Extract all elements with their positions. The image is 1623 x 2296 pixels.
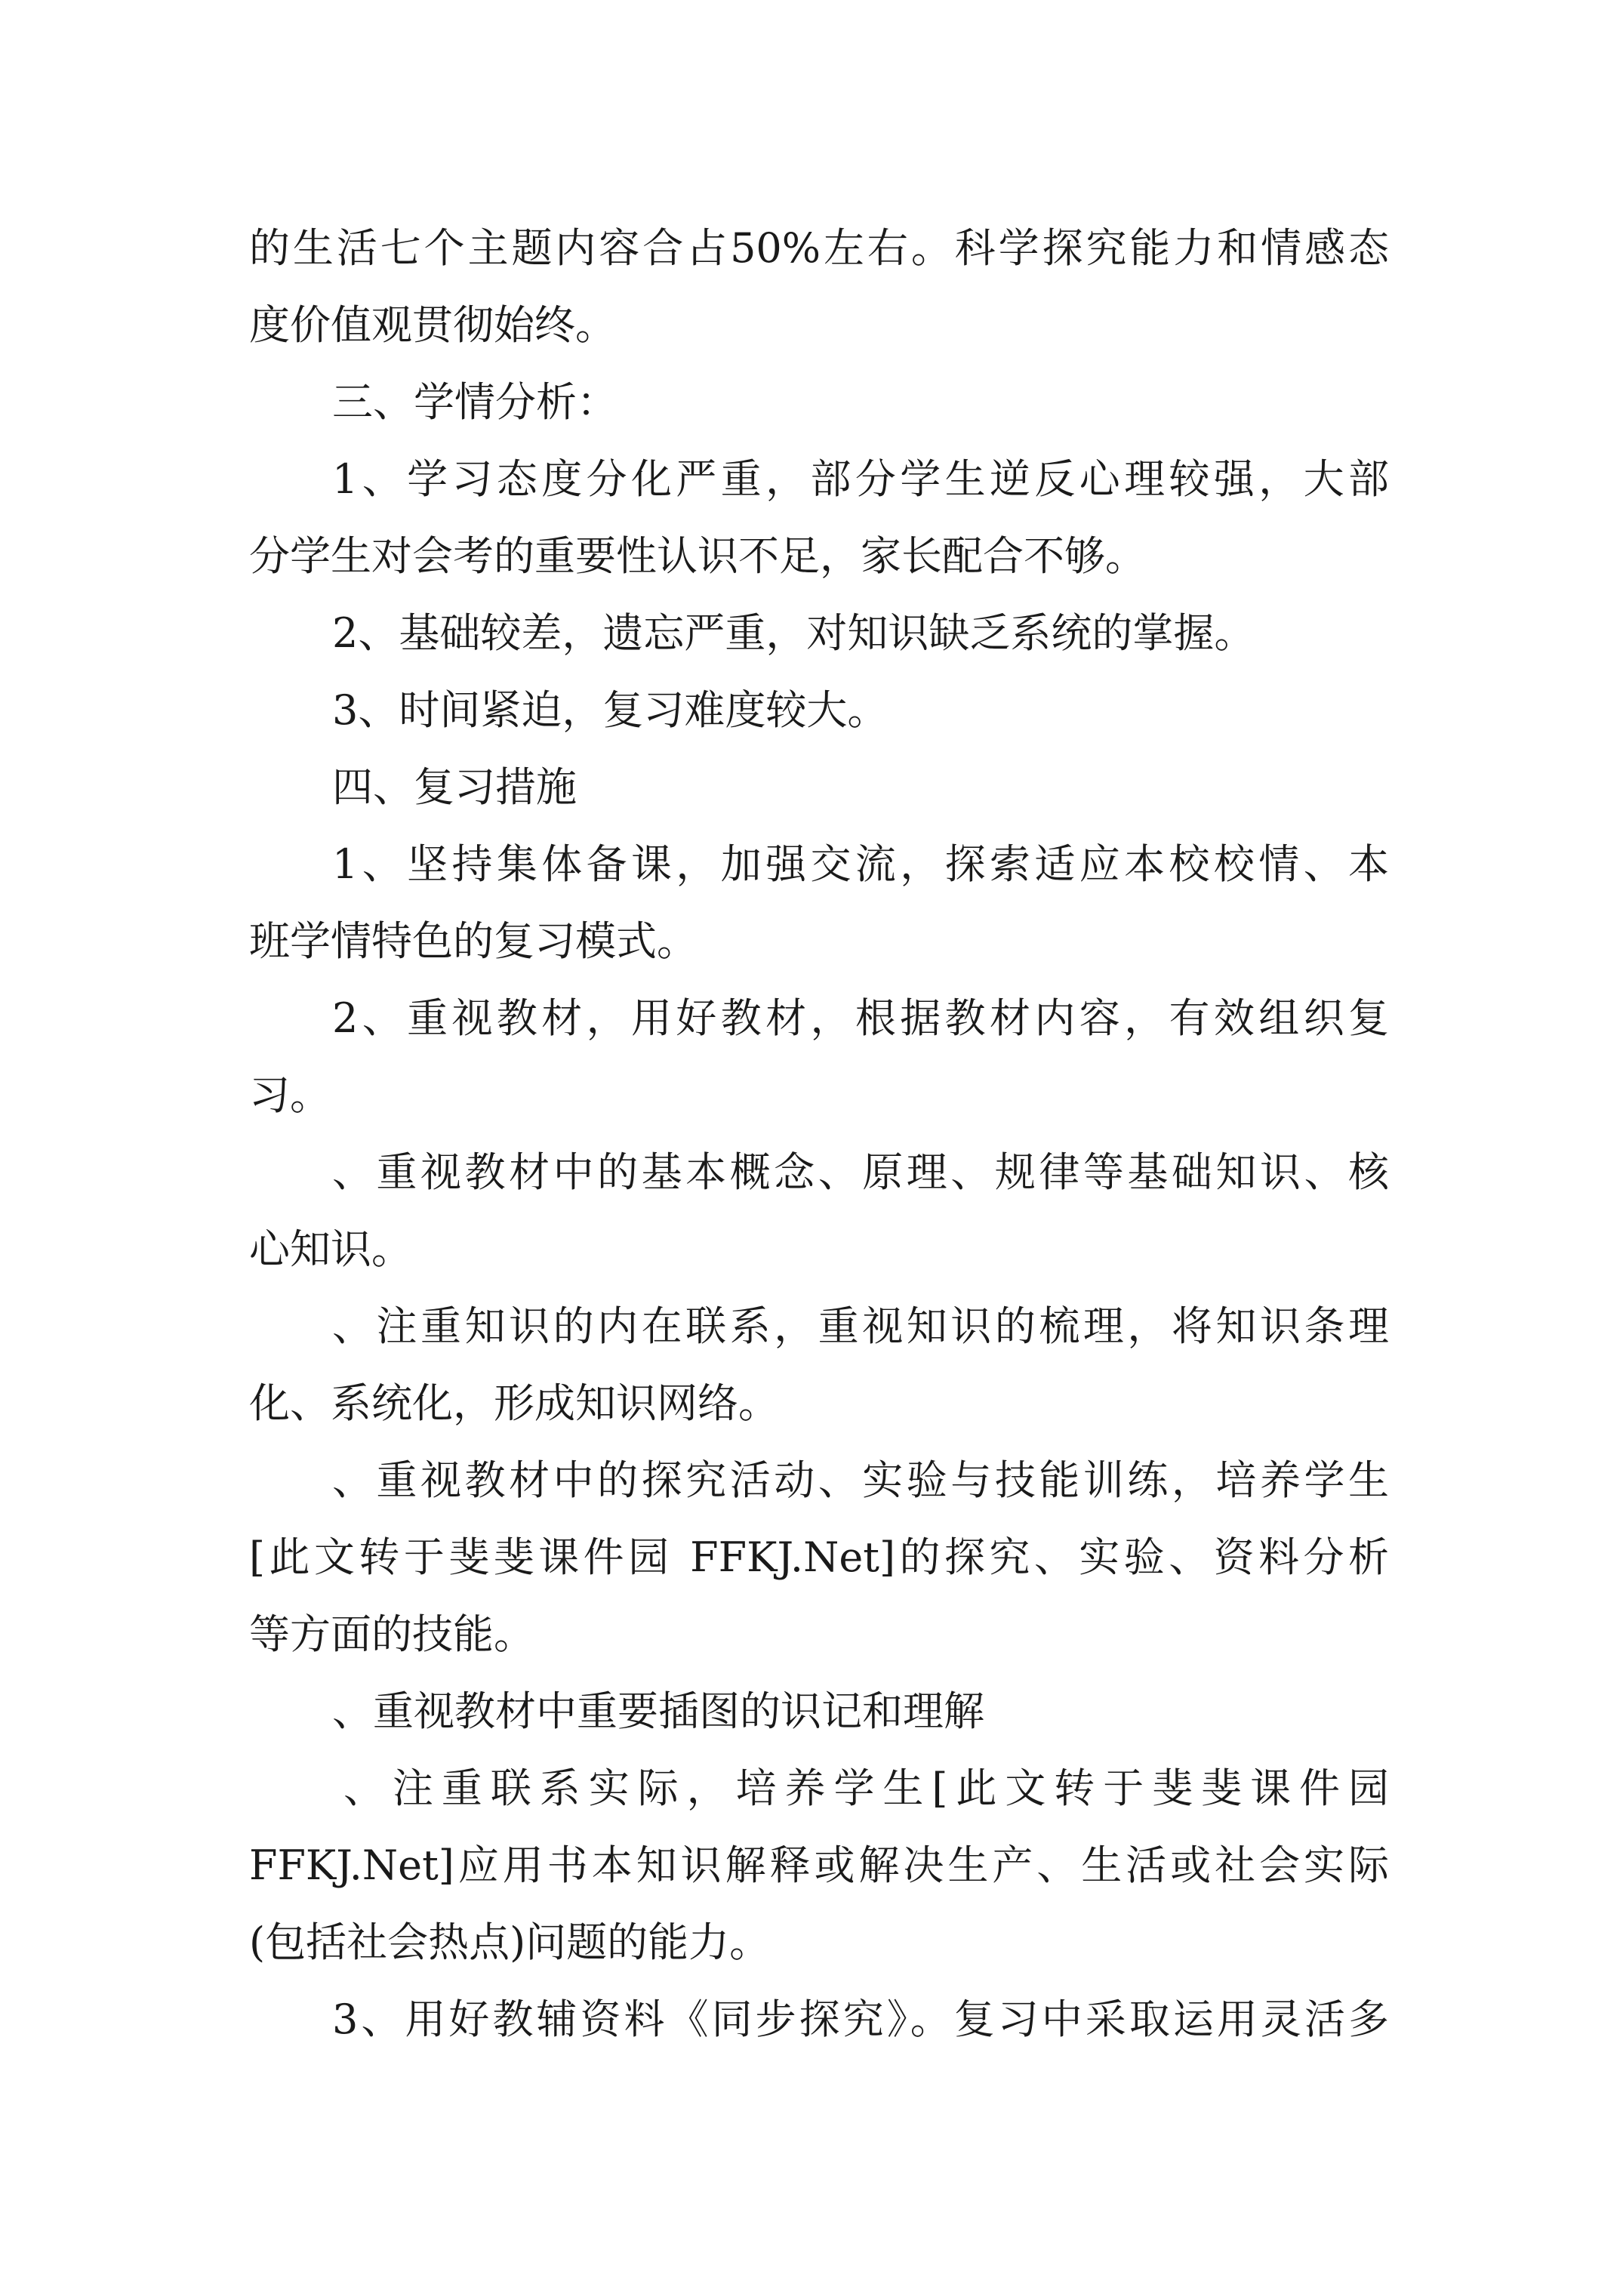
paragraph-line: 、重视教材中重要插图的识记和理解	[332, 1687, 984, 1735]
section-heading: 三、学情分析：	[332, 378, 617, 426]
paragraph-line: (包括社会热点)问题的能力。	[249, 1918, 771, 1966]
paragraph-line: 3、时间紧迫，复习难度较大。	[332, 686, 888, 734]
paragraph-line: 1、学习态度分化严重，部分学生逆反心理较强，大部	[332, 455, 1389, 503]
paragraph-line: 习。	[249, 1071, 331, 1119]
paragraph-line: 2、基础较差，遗忘严重，对知识缺乏系统的掌握。	[332, 609, 1255, 657]
paragraph-line: 、重视教材中的基本概念、原理、规律等基础知识、核	[332, 1148, 1389, 1196]
paragraph-line: 3、用好教辅资料《同步探究》。复习中采取运用灵活多	[332, 1996, 1389, 2043]
paragraph-line: 1、坚持集体备课，加强交流，探索适应本校校情、本	[332, 840, 1389, 888]
paragraph-line: 化、系统化，形成知识网络。	[249, 1379, 779, 1427]
document-body	[249, 210, 1389, 2058]
paragraph-line: 、重视教材中的探究活动、实验与技能训练，培养学生	[332, 1456, 1389, 1504]
paragraph-line: 分学生对会考的重要性认识不足，家长配合不够。	[249, 532, 1146, 580]
paragraph-line: 、注重联系实际，培养学生[此文转于斐斐课件园	[343, 1764, 1389, 1812]
paragraph-line: 的生活七个主题内容合占50%左右。科学探究能力和情感态	[249, 224, 1389, 272]
paragraph-line: 度价值观贯彻始终。	[249, 301, 616, 349]
paragraph-line: 班学情特色的复习模式。	[249, 917, 698, 965]
paragraph-line: 、注重知识的内在联系，重视知识的梳理，将知识条理	[332, 1302, 1389, 1350]
paragraph-line: 2、重视教材，用好教材，根据教材内容，有效组织复	[332, 994, 1389, 1042]
paragraph-line: 等方面的技能。	[249, 1610, 534, 1658]
paragraph-line: FFKJ.Net]应用书本知识解释或解决生产、生活或社会实际	[249, 1841, 1389, 1889]
section-heading: 四、复习措施	[332, 763, 577, 811]
paragraph-line: 心知识。	[249, 1225, 412, 1273]
paragraph-line: [此文转于斐斐课件园 FFKJ.Net]的探究、实验、资料分析	[249, 1533, 1389, 1581]
